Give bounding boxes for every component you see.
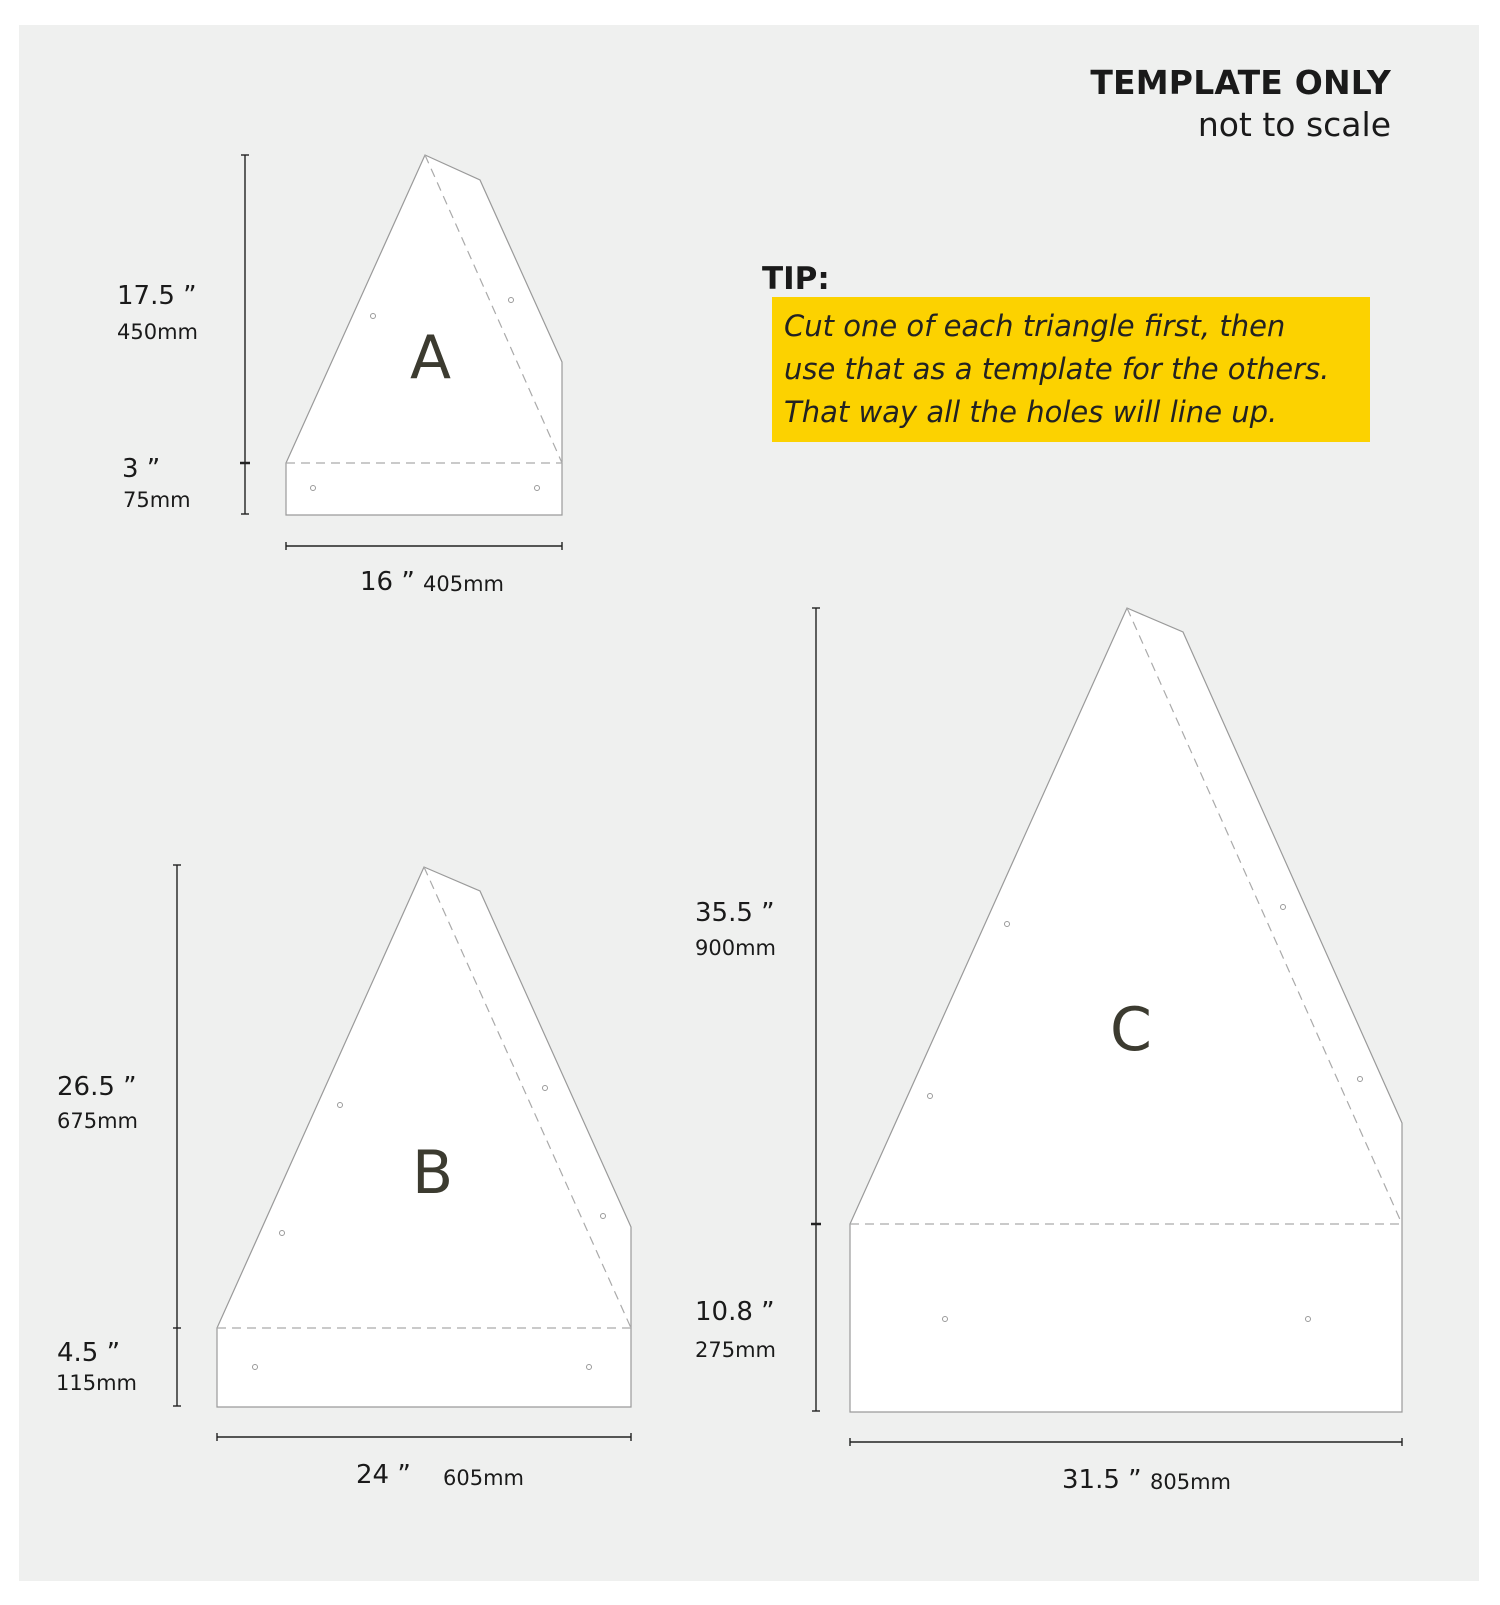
tip-line: Cut one of each triangle first, then: [784, 309, 1286, 343]
tip-label: TIP:: [762, 261, 830, 297]
piece-a-width-mm: 405mm: [423, 572, 504, 596]
piece-b-width-mm: 605mm: [443, 1466, 524, 1490]
piece-c-width-mm: 805mm: [1150, 1470, 1231, 1494]
tip-line: That way all the holes will line up.: [784, 395, 1278, 429]
piece-c-triangle-height-mm: 900mm: [695, 936, 776, 960]
piece-c-width-in: 31.5 ”: [1062, 1465, 1142, 1495]
piece-c-letter: C: [1110, 995, 1152, 1065]
piece-a: [240, 155, 562, 550]
piece-c: [811, 608, 1402, 1446]
page-subtitle: not to scale: [1197, 105, 1391, 144]
piece-a-width-in: 16 ”: [360, 567, 415, 597]
piece-a-triangle-height-mm: 450mm: [117, 320, 198, 344]
piece-b-triangle-height-in: 26.5 ”: [57, 1072, 137, 1102]
piece-b: [173, 865, 631, 1441]
piece-c-triangle-height-in: 35.5 ”: [695, 898, 775, 928]
page-title: TEMPLATE ONLY: [1090, 63, 1391, 102]
piece-b-width-in: 24 ”: [356, 1460, 411, 1490]
piece-a-letter: A: [410, 323, 452, 393]
piece-a-base-height-in: 3 ”: [122, 454, 161, 484]
piece-b-triangle-height-mm: 675mm: [57, 1109, 138, 1133]
tip-callout: [772, 297, 1370, 442]
piece-b-base-height-in: 4.5 ”: [57, 1338, 121, 1368]
template-sheet: [19, 25, 1479, 1581]
piece-a-triangle-height-in: 17.5 ”: [117, 281, 197, 311]
piece-c-base-height-mm: 275mm: [695, 1338, 776, 1362]
piece-c-base-height-in: 10.8 ”: [695, 1297, 775, 1327]
tip-line: use that as a template for the others.: [784, 352, 1330, 386]
piece-b-letter: B: [412, 1138, 454, 1208]
piece-a-base-height-mm: 75mm: [123, 488, 191, 512]
piece-b-outline: [217, 867, 631, 1407]
piece-b-base-height-mm: 115mm: [56, 1371, 137, 1395]
